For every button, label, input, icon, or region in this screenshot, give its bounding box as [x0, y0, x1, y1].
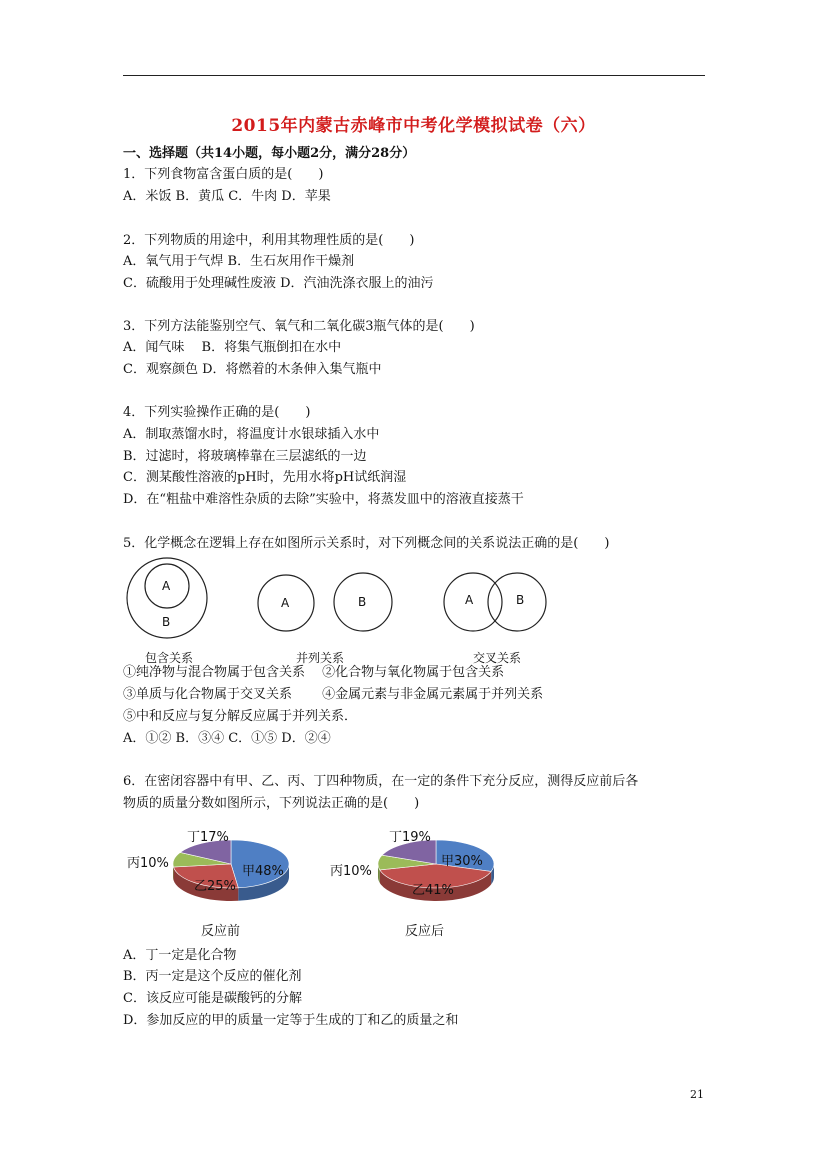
pie-after-label-ding: 丁19% — [389, 830, 431, 845]
pie-before-label-jia: 甲48% — [242, 864, 284, 879]
q3-options-ab: A．闻气味 B．将集气瓶倒扣在水中 — [123, 340, 342, 355]
q6-stem-line1: 6．在密闭容器中有甲、乙、丙、丁四种物质，在一定的条件下充分反应，测得反应前后各 — [123, 774, 639, 789]
q3-stem: 3．下列方法能鉴别空气、氧气和二氧化碳3瓶气体的是( ) — [123, 319, 475, 334]
q2-stem: 2．下列物质的用途中，利用其物理性质的是( ) — [123, 233, 415, 248]
pie-after-label-bing: 丙10% — [330, 864, 372, 879]
pie-after-label-jia: 甲30% — [441, 854, 483, 869]
q4-option-b: B．过滤时，将玻璃棒靠在三层滤纸的一边 — [123, 449, 367, 464]
pie-after-caption: 反应后 — [405, 924, 445, 939]
q6-option-b: B．丙一定是这个反应的催化剂 — [123, 969, 302, 984]
section-heading: 一、选择题（共14小题，每小题2分，满分28分） — [123, 146, 416, 161]
q5-statement-5: ⑤中和反应与复分解反应属于并列关系． — [123, 709, 358, 724]
q5-statement-1-2: ①纯净物与混合物属于包含关系 ②化合物与氧化物属于包含关系 — [123, 665, 505, 680]
contain-caption: 包含关系 — [145, 651, 194, 665]
cross-label-b: B — [516, 593, 525, 607]
pie-after-label-yi: 乙41% — [412, 883, 454, 898]
q5-statement-3-4: ③单质与化合物属于交叉关系 ④金属元素与非金属元素属于并列关系 — [123, 687, 544, 702]
q2-options-ab: A．氧气用于气焊 B．生石灰用作干燥剂 — [123, 254, 355, 269]
q3-options-cd: C．观察颜色 D．将燃着的木条伸入集气瓶中 — [123, 362, 382, 377]
q4-stem: 4．下列实验操作正确的是( ) — [123, 405, 311, 420]
q6-option-a: A．丁一定是化合物 — [123, 948, 237, 963]
q5-stem: 5．化学概念在逻辑上存在如图所示关系时，对下列概念间的关系说法正确的是( ) — [123, 536, 610, 551]
q6-option-d: D．参加反应的甲的质量一定等于生成的丁和乙的质量之和 — [123, 1013, 459, 1028]
cross-caption: 交叉关系 — [473, 651, 522, 665]
pie-before-label-yi: 乙25% — [194, 879, 236, 894]
page-title: 2015年内蒙古赤峰市中考化学模拟试卷（六） — [231, 116, 596, 136]
pie-before-label-bing: 丙10% — [127, 856, 169, 871]
q5-options: A．①② B．③④ C．①⑤ D．②④ — [123, 731, 331, 746]
q4-option-a: A．制取蒸馏水时，将温度计水银球插入水中 — [123, 427, 380, 442]
q1-stem: 1．下列食物富含蛋白质的是( ) — [123, 167, 324, 182]
q4-option-c: C．测某酸性溶液的pH时，先用水将pH试纸润湿 — [123, 470, 407, 485]
page-number: 21 — [690, 1088, 704, 1101]
cross-label-a: A — [465, 593, 474, 607]
contain-label-a: A — [162, 579, 171, 593]
pie-before-caption: 反应前 — [201, 924, 241, 939]
q4-option-d: D．在“粗盐中难溶性杂质的去除”实验中，将蒸发皿中的溶液直接蒸干 — [123, 492, 524, 507]
q6-stem-line2: 物质的质量分数如图所示，下列说法正确的是( ) — [123, 796, 420, 811]
parallel-caption: 并列关系 — [296, 651, 345, 665]
contain-label-b: B — [162, 615, 171, 629]
pie-before-label-ding: 丁17% — [187, 830, 229, 845]
parallel-label-a: A — [281, 596, 290, 610]
q6-option-c: C．该反应可能是碳酸钙的分解 — [123, 991, 302, 1006]
parallel-label-b: B — [358, 595, 367, 609]
q1-options: A．米饭 B．黄瓜 C．牛肉 D．苹果 — [123, 189, 331, 204]
q2-options-cd: C．硫酸用于处理碱性废液 D．汽油洗涤衣服上的油污 — [123, 276, 434, 291]
